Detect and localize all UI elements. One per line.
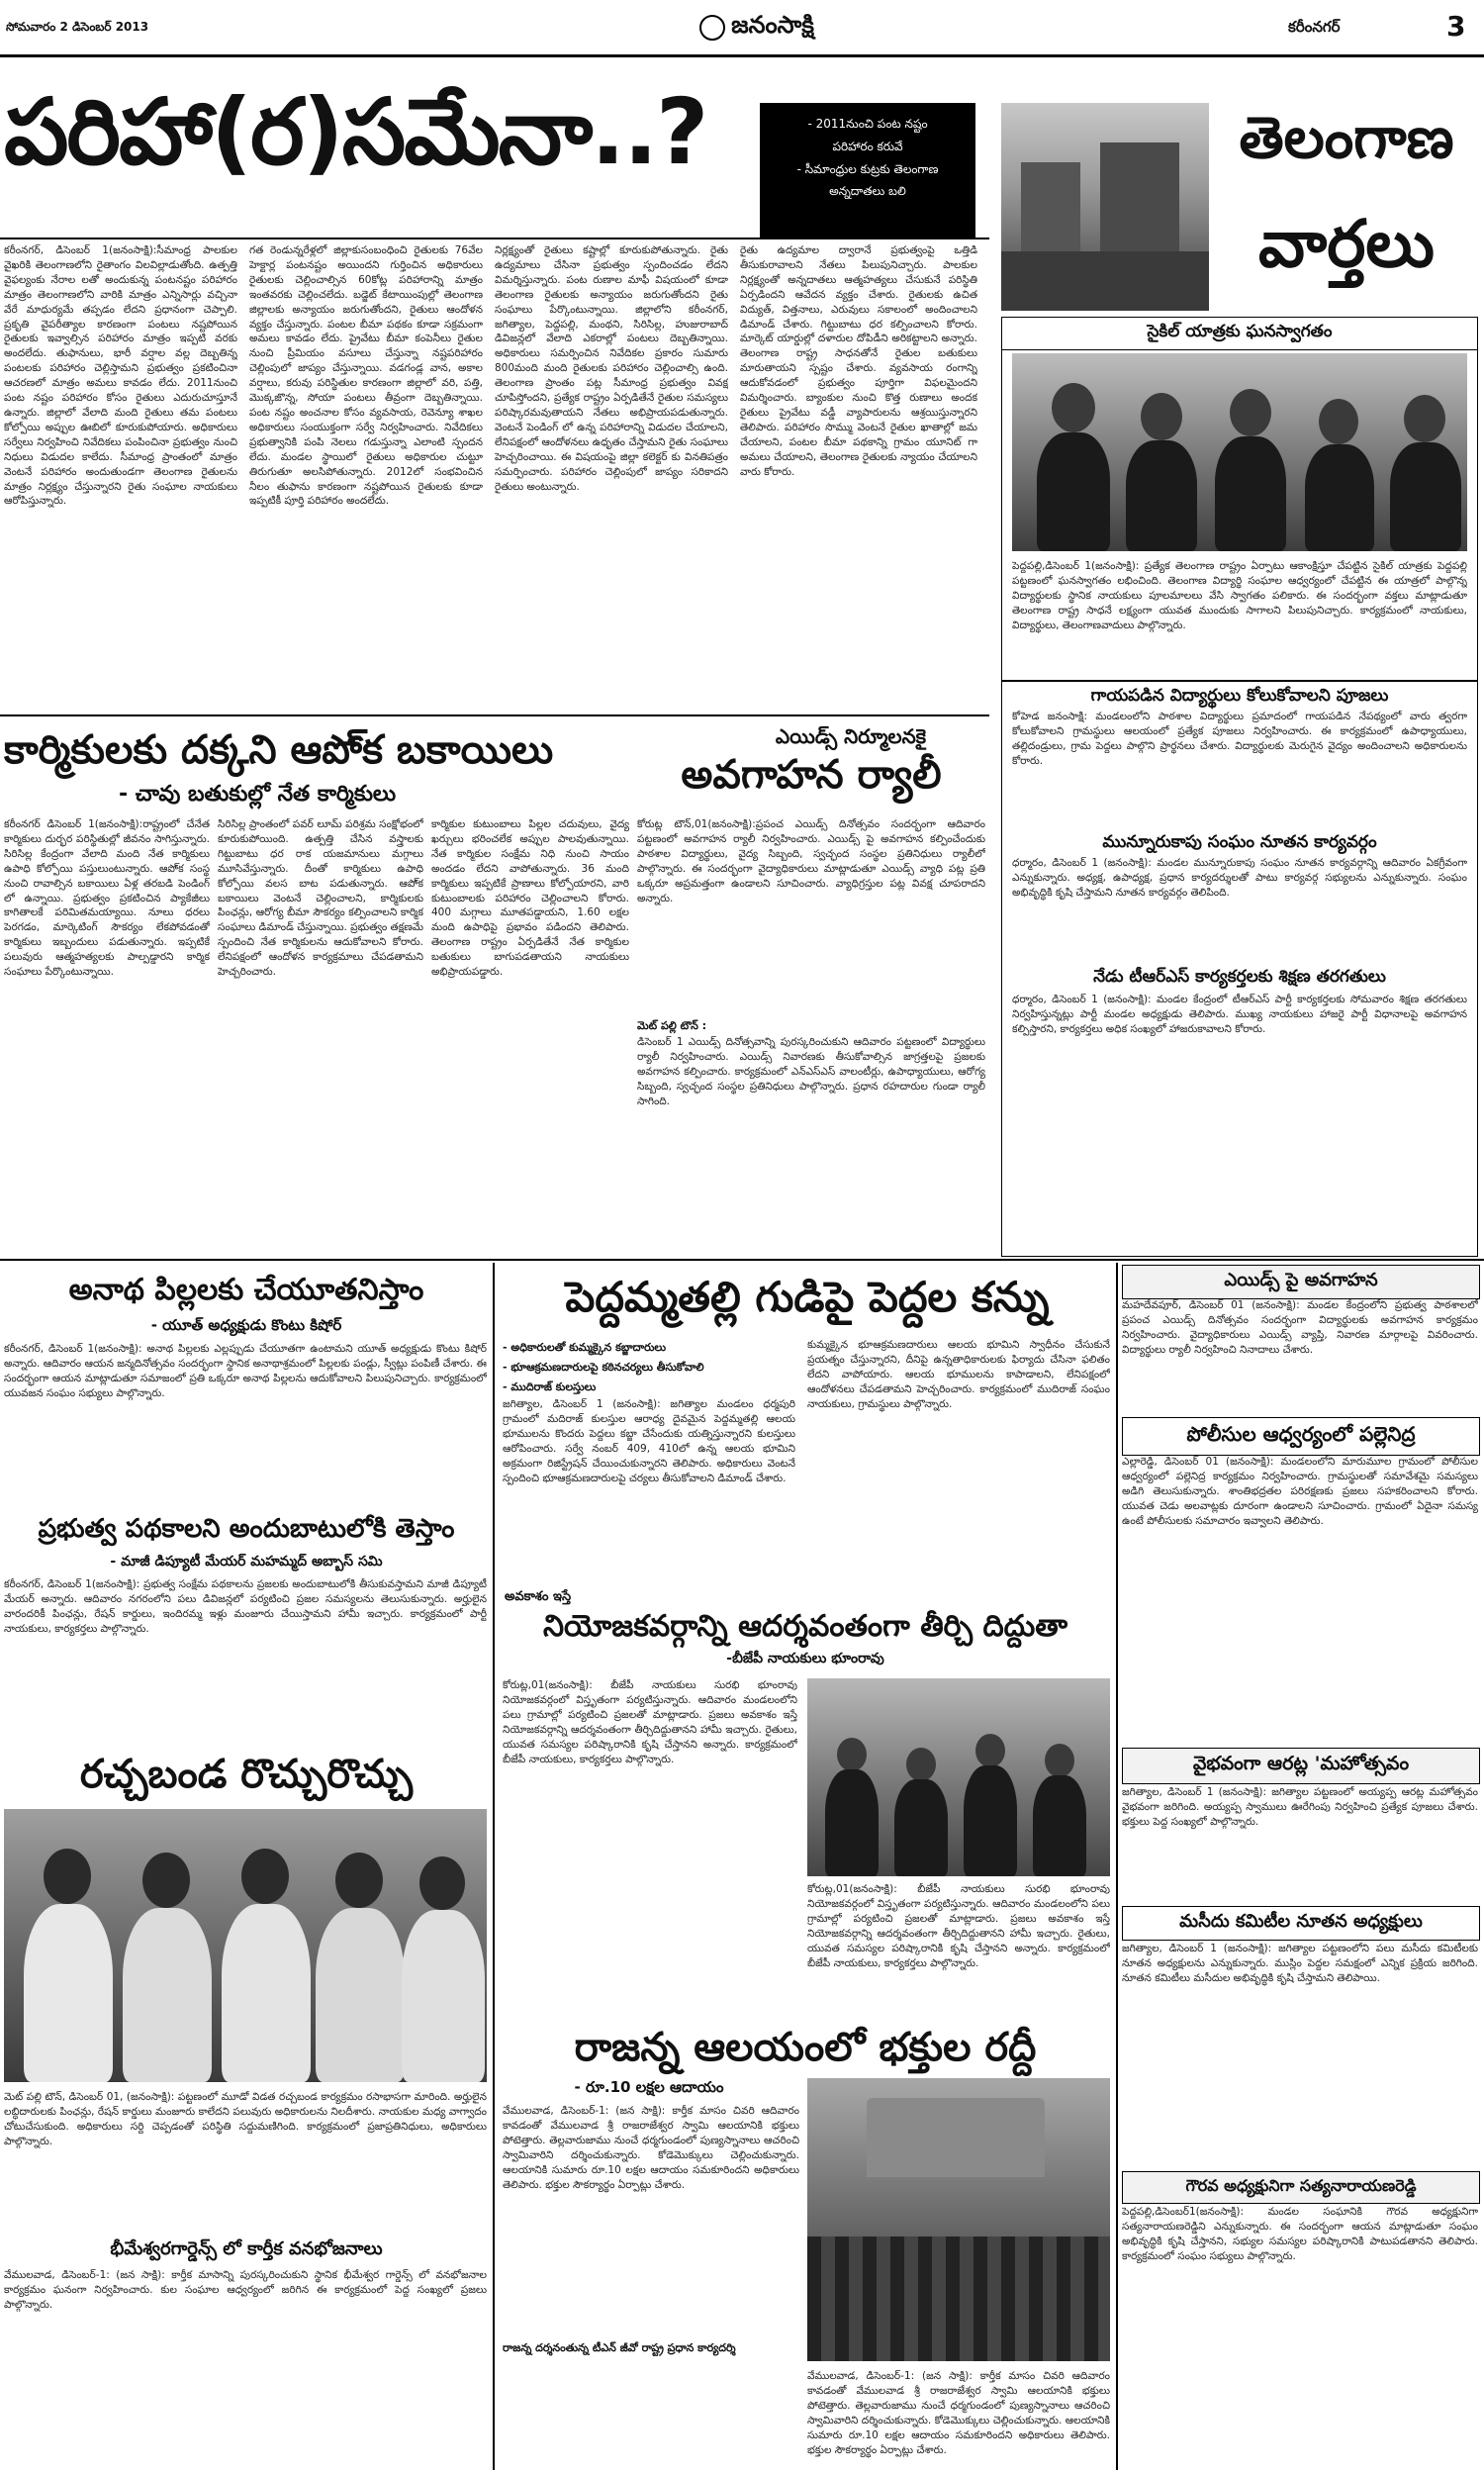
right-lower-column <box>1122 1265 1480 2470</box>
orphans-headline: అనాథ పిల్లలకు చేయూతనిస్తాం <box>68 1273 424 1307</box>
constituency-subhead: -బీజేపీ నాయకులు భూంరావు <box>726 1651 884 1666</box>
peddamma-headline: పెద్దమ్మతల్లి గుడిపై పెద్దల కన్ను <box>565 1273 1050 1321</box>
col-divider-right <box>1116 1263 1118 2470</box>
munnuru-kapu-title: మున్నూరుకాపు సంఘం నూతన కార్యవర్గం <box>1102 832 1377 852</box>
aids-rally-kicker: ఎయిడ్స్ నిర్మూలనకై <box>775 724 927 748</box>
mosque-title: మసీదు కమిటీల నూతన అధ్యక్షులు <box>1122 1906 1480 1941</box>
bhimeshwara-headline: భీమేశ్వరగార్డెన్స్ లో కార్తీక వనభోజనాలు <box>110 2238 383 2259</box>
fort-photo <box>1001 103 1209 311</box>
rajanna-temple-photo <box>807 2078 1110 2361</box>
bhimeshwara-text: వేములవాడ, డిసెంబర్-1: (జన సాక్షి): కార్తీక మాసాన్ని పురస్కరించుకుని స్థానిక భీమేశ్వర గార్డెన్స్ లో వనభోజనాల కార్యక్రమం ఘనంగా నిర్వహించారు. కుల సంఘాల ఆధ్వర్యంలో జరిగిన ఈ కార్యక్రమంలో పెద్ద సంఖ్యలో ప్రజలు పాల్గొన్నారు. <box>4 2269 487 2311</box>
students-puja-text: కోహెడ జనంసాక్షి: మండలంలోని పాఠశాల విద్యార్థులు ప్రమాదంలో గాయపడిన నేపథ్యంలో వారు త్వరగా కోలుకోవాలని గ్రామస్థులు ఆలయంలో ప్రత్యేక పూజలు నిర్వహించారు. ఈ కార్యక్రమంలో ఉపాధ్యాయులు, తల్లిదండ్రులు, గ్రామ పెద్దలు పాల్గొని ప్రార్థనలు చేశారు. విద్యార్థులకు మెరుగైన వైద్యం అందించాలని అధికారులను కోరారు. <box>1012 711 1467 767</box>
aids-rally-column-1: కోరుట్ల టౌన్,01(జనంసాక్షి):ప్రపంచ ఎయిడ్స్ దినోత్సవం సందర్భంగా ఆదివారం పట్టణంలో అవగాహన ర్యాలీ నిర్వహించారు. ఎయిడ్స్ పై అవగాహన కల్పించేందుకు పాఠశాల విద్యార్థులు, వైద్య సిబ్బంది, స్వచ్ఛంద సంస్థల ప్రతినిధులు ర్యాలీలో పాల్గొన్నారు. ఈ సందర్భంగా వైద్యాధికారులు మాట్లాడుతూ ఎయిడ్స్ వ్యాధి పట్ల ప్రతి ఒక్కరూ అప్రమత్తంగా ఉండాలని సూచించారు. వ్యాధిగ్రస్తుల పట్ల వివక్ష చూపరాదని అన్నారు. <box>637 818 985 904</box>
cycle-yatra-title: సైకిల్ యాత్రకు ఘనస్వాగతం <box>1002 318 1477 350</box>
peddamma-column-2: కుమ్మక్కైన భూఆక్రమణదారులు ఆలయ భూమిని స్వాధీనం చేసుకునే ప్రయత్నం చేస్తున్నారని, దీనిపై ఉన్నతాధికారులకు ఫిర్యాదు చేసినా ఫలితం లేదని వాపోయారు. ఆలయ భూములను కాపాడాలని, లేనిపక్షంలో ఆందోళనలు చేపడతామని హెచ్చరించారు. కార్యక్రమంలో ముదిరాజ్ సంఘం నాయకులు, గ్రామస్థులు పాల్గొన్నారు. <box>807 1339 1110 1410</box>
issue-date: సోమవారం 2 డిసెంబర్ 2013 <box>6 20 149 34</box>
aids-awareness-title: ఎయిడ్స్ పై అవగాహన <box>1122 1265 1480 1299</box>
rachabanda-text: మెట్ పల్లి టౌన్, డిసెంబర్ 01, (జనంసాక్షి): పట్టణంలో మూడో విడత రచ్చబండ కార్యక్రమం రసాభాసగా మారింది. అర్హులైన లబ్ధిదారులకు పింఛన్లు, రేషన్ కార్డులు మంజూరు కాలేదని పలువురు అధికారులను నిలదీశారు. నాయకుల మధ్య వాగ్వాదం చోటుచేసుకుంది. అధికారులు సర్ది చెప్పడంతో పరిస్థితి సద్దుమణిగింది. కార్యక్రమంలో ప్రజాప్రతినిధులు, అధికారులు పాల్గొన్నారు. <box>4 2091 487 2147</box>
page-number: 3 <box>1446 10 1466 43</box>
aids-rally-headline: అవగాహన ర్యాలీ <box>681 752 942 798</box>
workers-column-3: కార్మికుల కుటుంబాలు పిల్లల చదువులు, వైద్య ఖర్చులు భరించలేక అప్పుల పాలవుతున్నాయి. నేత కార్మికుల సంక్షేమ నిధి నుంచి సాయం అందడం లేదని వాపోతున్నారు. 36 మంది కార్మికులు ఇప్పటికే ప్రాణాలు కోల్పోయారని, వారి కుటుంబాలకు పరిహారం చెల్లించాలని కోరారు. 400 మగ్గాలు మూతపడ్డాయని, 1.60 లక్షల మంది ఉపాధిపై ప్రభావం పడిందని తెలిపారు. తెలంగాణ రాష్ట్రం ఏర్పడితేనే నేత కార్మికుల బతుకులు బాగుపడతాయని నాయకులు అభిప్రాయపడ్డారు. <box>431 818 629 979</box>
constituency-text: కోరుట్ల,01(జనంసాక్షి): బీజేపీ నాయకులు సురభి భూంరావు నియోజకవర్గంలో విస్తృతంగా పర్యటిస్తున్నారు. ఆదివారం మండలంలోని పలు గ్రామాల్లో పర్యటించి ప్రజలతో మాట్లాడారు. ప్రజలు అవకాశం ఇస్తే నియోజకవర్గాన్ని ఆదర్శవంతంగా తీర్చిదిద్దుతానని హామీ ఇచ్చారు. రైతులు, యువత సమస్యల పరిష్కారానికి కృషి చేస్తానని అన్నారు. కార్యక్రమంలో బీజేపీ నాయకులు, కార్యకర్తలు పాల్గొన్నారు. <box>503 1679 797 1765</box>
govt-schemes-subhead: - మాజీ డిప్యూటీ మేయర్ మహమ్మద్ అబ్బాస్ సమి <box>110 1554 383 1570</box>
constituency-text-2: కోరుట్ల,01(జనంసాక్షి): బీజేపీ నాయకులు సురభి భూంరావు నియోజకవర్గంలో విస్తృతంగా పర్యటిస్తున్నారు. ఆదివారం మండలంలోని పలు గ్రామాల్లో పర్యటించి ప్రజలతో మాట్లాడారు. ప్రజలు అవకాశం ఇస్తే నియోజకవర్గాన్ని ఆదర్శవంతంగా తీర్చిదిద్దుతానని హామీ ఇచ్చారు. రైతులు, యువత సమస్యల పరిష్కారానికి కృషి చేస్తానని అన్నారు. కార్యక్రమంలో బీజేపీ నాయకులు, కార్యకర్తలు పాల్గొన్నారు. <box>807 1883 1110 1969</box>
peddamma-bullet: - భూఆక్రమణదారులపై కఠినచర్యలు తీసుకోవాలి <box>503 1360 704 1374</box>
festival-title: వైభవంగా ఆరట్ల 'మహోత్సవం <box>1122 1748 1480 1784</box>
col-divider-left <box>493 1263 495 2470</box>
rajanna-text: వేములవాడ, డిసెంబర్-1: (జన సాక్షి): కార్తీక మాసం చివరి ఆదివారం కావడంతో వేములవాడ శ్రీ రాజరాజేశ్వర స్వామి ఆలయానికి భక్తులు పోటెత్తారు. తెల్లవారుజాము నుంచే ధర్మగుండంలో పుణ్యస్నానాలు ఆచరించి స్వామివారిని దర్శించుకున్నారు. కోడెమొక్కులు చెల్లించుకున్నారు. ఆలయానికి సుమారు రూ.10 లక్షల ఆదాయం సమకూరిందని అధికారులు తెలిపారు. భక్తుల సౌకర్యార్థం ఏర్పాట్లు చేశారు. <box>503 2105 799 2191</box>
munnuru-kapu-text: ధర్మారం, డిసెంబర్ 1 (జనంసాక్షి): మండల మున్నూరుకాపు సంఘం నూతన కార్యవర్గాన్ని ఆదివారం ఏకగ్రీవంగా ఎన్నుకున్నారు. అధ్యక్ష, ఉపాధ్యక్ష, ప్రధాన కార్యదర్శులతో పాటు కార్యవర్గ సభ్యులను ఎన్నుకున్నారు. సంఘం అభివృద్ధికి కృషి చేస్తామని నూతన కార్యవర్గం తెలిపింది. <box>1012 857 1467 899</box>
metpally-label: మెట్ పల్లి టౌన్ : <box>637 1019 707 1032</box>
lead-divider <box>0 238 989 239</box>
lead-column-1: కరీంనగర్, డిసెంబర్ 1(జనంసాక్షి):సీమాంధ్ర పాలకుల వైఖరికి తెలంగాణలోని రైతాంగం విలవిల్లాడుతోంది. ఉత్పత్తి వైఫల్యంకు నేరాల లతో అందుకున్న పంటనష్టం పరిహారం మాత్రం తెలంగాణలోని వారికి మాత్రం ఎన్నిసార్లు వచ్చినా వేరే మాధుర్యమే తప్పడం లేదని ప్రధానంగా చెప్పాలి. ప్రకృతి వైపరీత్యాల కారణంగా పంటలు నష్టపోయిన రైతులకు ఇవ్వాల్సిన పరిహారం మాత్రం ఇప్పటి వరకు అందలేదు. తుఫానులు, భారీ వర్షాల వల్ల దెబ్బతిన్న పంటలకు పరిహారం చెల్లిస్తామని ప్రభుత్వం ప్రకటించినా ఆచరణలో మాత్రం అమలు కావడం లేదు. 2011నుంచి పంట నష్టం పరిహారం కోసం రైతులు ఎదురుచూస్తూనే ఉన్నారు. జిల్లాలో వేలాది మంది రైతులు తమ పంటలు కోల్పోయి అప్పుల ఊబిలో కూరుకుపోయారు. అధికారులు సర్వేలు నిర్వహించి నివేదికలు పంపించినా ప్రభుత్వం నుంచి నిధులు విడుదల కాలేదు. సీమాంధ్ర ప్రాంతంలో మాత్రం వెంటనే పరిహారం అందుతుండగా తెలంగాణ రైతులను మాత్రం నిర్లక్ష్యం చేస్తున్నారని రైతు సంఘాల నాయకులు ఆరోపిస్తున్నారు. <box>4 244 237 508</box>
telangana-news-banner <box>1001 103 1476 311</box>
peddamma-column-1: జగిత్యాల, డిసెంబర్ 1 (జనంసాక్షి): జగిత్యాల మండలం ధర్మపురి గ్రామంలో మదిరాజ్ కులస్తుల ఆరాధ్య దైవమైన పెద్దమ్మతల్లి ఆలయ భూములను కొందరు పెద్దలు కబ్జా చేసేందుకు యత్నిస్తున్నారని కులస్తులు ఆరోపించారు. సర్వే నంబర్ 409, 410లో ఉన్న ఆలయ భూమిని అక్రమంగా రిజిస్ట్రేషన్ చేయించుకున్నారని తెలిపారు. అధికారులు వెంటనే స్పందించి భూఆక్రమణదారులపై చర్యలు తీసుకోవాలని డిమాండ్ చేశారు. <box>503 1398 795 1484</box>
workers-column-2: సిరిసిల్ల ప్రాంతంలో పవర్ లూమ్ పరిశ్రమ సంక్షోభంలో కూరుకుపోయింది. ఉత్పత్తి చేసిన వస్త్రాలకు గిట్టుబాటు ధర రాక యజమానులు మగ్గాలు మూసివేస్తున్నారు. దీంతో కార్మికులు ఉపాధి కోల్పోయి వలస బాట పడుతున్నారు. ఆపో్క బకాయిలు వెంటనే చెల్లించాలని, కార్మికులకు పింఛన్లు, ఆరోగ్య బీమా సౌకర్యం కల్పించాలని కార్మిక సంఘాలు డిమాండ్ చేస్తున్నాయి. ప్రభుత్వం తక్షణమే స్పందించి నేత కార్మికులను ఆదుకోవాలని కోరారు. లేనిపక్షంలో ఆందోళన కార్యక్రమాలు చేపడతామని హెచ్చరించారు. <box>218 818 423 979</box>
masthead <box>0 0 1484 57</box>
festival-text: జగిత్యాల, డిసెంబర్ 1 (జనంసాక్షి): జగిత్యాల పట్టణంలో అయ్యప్ప ఆరట్ల మహోత్సవం వైభవంగా జరిగింది. అయ్యప్ప స్వాములు ఊరేగింపు నిర్వహించి ప్రత్యేక పూజలు చేశారు. భక్తులు పెద్ద సంఖ్యలో పాల్గొన్నారు. <box>1122 1786 1478 1828</box>
logo-icon <box>699 15 725 41</box>
rajanna-text-2: వేములవాడ, డిసెంబర్-1: (జన సాక్షి): కార్తీక మాసం చివరి ఆదివారం కావడంతో వేములవాడ శ్రీ రాజరాజేశ్వర స్వామి ఆలయానికి భక్తులు పోటెత్తారు. తెల్లవారుజాము నుంచే ధర్మగుండంలో పుణ్యస్నానాలు ఆచరించి స్వామివారిని దర్శించుకున్నారు. కోడెమొక్కులు చెల్లించుకున్నారు. ఆలయానికి సుమారు రూ.10 లక్షల ఆదాయం సమకూరిందని అధికారులు తెలిపారు. భక్తుల సౌకర్యార్థం ఏర్పాట్లు చేశారు. <box>807 2370 1110 2456</box>
constituency-kicker: అవకాశం ఇస్తే <box>505 1589 572 1604</box>
workers-headline: కార్మికులకు దక్కని ఆపో్క బకాయిలు <box>4 727 554 773</box>
edition-name: కరీంనగర్ <box>1288 18 1341 36</box>
lead-column-2: గత రెండున్నరేళ్లలో జిల్లాకుసంబంధించి రైతులకు 76వేల హెక్టార్ల పంటనష్టం అయిందని గుర్తించిన అధికారులు రైతులకు చెల్లించాల్సిన 60కోట్ల పరిహారాన్ని మాత్రం ఇంతవరకు చెల్లించలేదు. బడ్జెట్ కేటాయింపుల్లో తెలంగాణ జిల్లాలకు అన్యాయం జరుగుతోందని, రైతులు ఆందోళన వ్యక్తం చేస్తున్నారు. పంటల బీమా పథకం కూడా సక్రమంగా అమలు కావడం లేదు. ప్రైవేటు బీమా కంపెనీలు రైతుల నుంచి ప్రీమియం వసూలు చేస్తున్నా నష్టపరిహారం చెల్లింపులో జాప్యం చేస్తున్నాయి. వడగండ్ల వాన, అకాల వర్షాలు, కరువు పరిస్థితుల కారణంగా జిల్లాలో వరి, పత్తి, మొక్కజొన్న, సోయా పంటలు తీవ్రంగా దెబ్బతిన్నాయి. పంట నష్టం అంచనాల కోసం వ్యవసాయ, రెవెన్యూ శాఖల అధికారులు సంయుక్తంగా సర్వే నిర్వహించారు. నివేదికలు ప్రభుత్వానికి పంపి నెలలు గడుస్తున్నా ఎలాంటి స్పందన లేదు. మండల స్థాయిలో రైతులు అధికారుల చుట్టూ తిరుగుతూ అలసిపోతున్నారు. 2012లో సంభవించిన నీలం తుఫాను కారణంగా నష్టపోయిన రైతులకు కూడా ఇప్పటికీ పూర్తి పరిహారం అందలేదు. <box>249 244 483 508</box>
aids-rally-column-2: డిసెంబర్ 1 ఎయిడ్స్ దినోత్సవాన్ని పురస్కరించుకుని ఆదివారం పట్టణంలో విద్యార్థులు ర్యాలీ నిర్వహించారు. ఎయిడ్స్ నివారణకు తీసుకోవాల్సిన జాగ్రత్తలపై ప్రజలకు అవగాహన కల్పించారు. కార్యక్రమంలో ఎన్ఎస్ఎస్ వాలంటీర్లు, ఉపాధ్యాయులు, ఆరోగ్య సిబ్బంది, స్వచ్ఛంద సంస్థల ప్రతినిధులు పాల్గొన్నారు. ప్రధాన రహదారుల గుండా ర్యాలీ సాగింది. <box>637 1036 985 1107</box>
orphans-subhead: - యూత్ అధ్యక్షుడు కొంటు కిషోర్ <box>150 1316 342 1334</box>
telangana-title: తెలంగాణ <box>1239 104 1454 171</box>
peddamma-bullets <box>503 1338 780 1396</box>
rajanna-subhead: - రూ.10 లక్షల ఆదాయం <box>574 2078 724 2096</box>
workers-top-rule <box>0 714 989 716</box>
masthead-logo <box>653 8 861 48</box>
lead-bullet: - సీమాంధ్రుల కుట్రకు తెలంగాణ <box>796 161 939 176</box>
lead-headline: పరిహా(ర)సమేనా..? <box>4 79 707 185</box>
students-puja-title: గాయపడిన విద్యార్థులు కోలుకోవాలని పూజలు <box>1090 686 1389 706</box>
orphans-box <box>4 1265 489 2470</box>
mid-divider <box>0 1259 1484 1261</box>
lead-column-3: నిర్లక్ష్యంతో రైతులు కష్టాల్లో కూరుకుపోతున్నారు. రైతు ఉద్యమాలు చేసినా ప్రభుత్వం స్పందించడం లేదని విమర్శిస్తున్నారు. పంట రుణాల మాఫీ విషయంలో కూడా తెలంగాణ రైతులకు అన్యాయం జరుగుతోందని రైతు సంఘాలు పేర్కొంటున్నాయి. జిల్లాలోని కరీంనగర్, జగిత్యాల, పెద్దపల్లి, మంథని, సిరిసిల్ల, హుజురాబాద్ డివిజన్లలో వేలాది ఎకరాల్లో పంటలు దెబ్బతిన్నాయి. అధికారులు సమర్పించిన నివేదికల ప్రకారం సుమారు 800మంది మంది రైతులకు పరిహారం చెల్లించాల్సి ఉంది. తెలంగాణ ప్రాంతం పట్ల సీమాంధ్ర ప్రభుత్వం వివక్ష చూపిస్తోందని, ప్రత్యేక రాష్ట్రం ఏర్పడితేనే రైతుల సమస్యలు పరిష్కారమవుతాయని నేతలు అభిప్రాయపడుతున్నారు. వెంటనే పెండింగ్ లో ఉన్న పరిహారాన్ని విడుదల చేయాలని, లేనిపక్షంలో ఆందోళనలు ఉధృతం చేస్తామని రైతు సంఘాలు హెచ్చరించాయి. ఈ విషయంపై జిల్లా కలెక్టర్ కు వినతిపత్రం సమర్పించారు. పరిహారం చెల్లింపులో జాప్యం సరికాదని రైతులు అంటున్నారు. <box>495 244 728 493</box>
rajanna-headline: రాజన్న ఆలయంలో భక్తుల రద్దీ <box>574 2025 1037 2070</box>
header-rule <box>0 54 1484 57</box>
cycle-photo <box>1012 353 1467 551</box>
workers-subhead: - చావు బతుకుల్లో నేత కార్మికులు <box>119 782 397 807</box>
constituency-headline: నియోజకవర్గాన్ని ఆదర్శవంతంగా తీర్చి దిద్దుతా <box>543 1609 1067 1644</box>
lead-bullets <box>760 103 975 238</box>
rachabanda-headline: రచ్చబండ రొచ్చురొచ్చు <box>79 1752 414 1797</box>
workers-column-1: కరీంనగర్ డిసెంబర్ 1(జనంసాక్షి):రాష్ట్రంలో చేనేత కార్మికులు దుర్భర పరిస్థితుల్లో జీవనం సాగిస్తున్నారు. సిరిసిల్ల కేంద్రంగా వేలాది మంది నేత కార్మికులు ఉపాధి కోల్పోయి పస్తులుంటున్నారు. ఆపో్క సంస్థ నుంచి రావాల్సిన బకాయిలు ఏళ్ల తరబడి పెండింగ్ లో ఉన్నాయి. ప్రభుత్వం ప్రకటించిన ప్యాకేజీలు కాగితాలకే పరిమితమయ్యాయి. నూలు ధరలు పెరగడం, మార్కెటింగ్ సౌకర్యం లేకపోవడంతో కార్మికులు ఇబ్బందులు పడుతున్నారు. ఇప్పటికే పలువురు ఆత్మహత్యలకు పాల్పడ్డారని కార్మిక సంఘాలు పేర్కొంటున్నాయి. <box>4 818 210 979</box>
peddamma-bullet: - అధికారులతో కుమ్మక్కైన కబ్జాదారులు <box>503 1341 667 1354</box>
cycle-yatra-text: పెద్దపల్లి,డిసెంబర్ 1(జనంసాక్షి): ప్రత్యేక తెలంగాణ రాష్ట్రం ఏర్పాటు ఆకాంక్షిస్తూ చేపట్టిన సైకిల్ యాత్రకు పెద్దపల్లి పట్టణంలో ఘనస్వాగతం లభించింది. తెలంగాణ విద్యార్థి సంఘాల ఆధ్వర్యంలో చేపట్టిన ఈ యాత్రలో పాల్గొన్న విద్యార్థులకు స్థానిక నాయకులు పూలమాలలు వేసి స్వాగతం పలికారు. ఈ సందర్భంగా వక్తలు మాట్లాడుతూ తెలంగాణ రాష్ట్ర సాధనే లక్ష్యంగా యువత ముందుకు సాగాలని పిలుపునిచ్చారు. కార్యక్రమంలో నాయకులు, విద్యార్థులు, తెలంగాణవాదులు పాల్గొన్నారు. <box>1012 560 1467 631</box>
orphans-text: కరీంనగర్, డిసెంబర్ 1(జనంసాక్షి): అనాథ పిల్లలకు ఎల్లప్పుడు చేయూతగా ఉంటామని యూత్ అధ్యక్షుడు కొంటు కిషోర్ అన్నారు. ఆదివారం ఆయన జన్మదినోత్సవం సందర్భంగా స్థానిక అనాథాశ్రమంలో పిల్లలకు పండ్లు, స్వీట్లు పంపిణీ చేశారు. ఈ సందర్భంగా ఆయన మాట్లాడుతూ సమాజంలో ప్రతి ఒక్కరూ అనాథ పిల్లలను ఆదుకోవాలని పిలుపునిచ్చారు. కార్యక్రమంలో యువజన సంఘం సభ్యులు పాల్గొన్నారు. <box>4 1343 487 1399</box>
police-text: ఎల్లారెడ్డి, డిసెంబర్ 01 (జనంసాక్షి): మండలంలోని మారుమూల గ్రామంలో పోలీసుల ఆధ్వర్యంలో పల్లెనిద్ర కార్యక్రమం నిర్వహించారు. గ్రామస్థులతో సమావేశమై సమస్యలు అడిగి తెలుసుకున్నారు. శాంతిభద్రతల పరిరక్షణకు ప్రజలు సహకరించాలని కోరారు. యువత చెడు అలవాట్లకు దూరంగా ఉండాలని సూచించారు. గ్రామంలో ఏదైనా సమస్య ఉంటే పోలీసులకు సమాచారం ఇవ్వాలని తెలిపారు. <box>1122 1456 1478 1527</box>
mosque-text: జగిత్యాల, డిసెంబర్ 1 (జనంసాక్షి): జగిత్యాల పట్టణంలోని పలు మసీదు కమిటీలకు నూతన అధ్యక్షులను ఎన్నుకున్నారు. ముస్లిం పెద్దల సమక్షంలో ఎన్నిక ప్రక్రియ జరిగింది. నూతన కమిటీలు మసీదుల అభివృద్ధికి కృషి చేస్తామని తెలిపాయి. <box>1122 1943 1478 1984</box>
lead-bullet: - 2011నుంచి పంట నష్టం <box>807 117 928 131</box>
constituency-photo <box>807 1678 1110 1876</box>
rajanna-caption: రాజన్న దర్శనంతున్న టీఎన్ జీవో రాష్ట్ర ప్రధాన కార్యదర్శి <box>503 2341 736 2354</box>
police-title: పోలీసుల ఆధ్వర్యంలో పల్లెనిద్ర <box>1122 1417 1480 1456</box>
rachabanda-photo <box>4 1809 487 2082</box>
aids-awareness-text: మహదేవపూర్, డిసెంబర్ 01 (జనంసాక్షి): మండల కేంద్రంలోని ప్రభుత్వ పాఠశాలలో ప్రపంచ ఎయిడ్స్ దినోత్సవం సందర్భంగా విద్యార్థులకు అవగాహన కార్యక్రమం నిర్వహించారు. వైద్యాధికారులు ఎయిడ్స్ వ్యాప్తి, నివారణ మార్గాలపై వివరించారు. విద్యార్థులు ర్యాలీ నిర్వహించి నినాదాలు చేశారు. <box>1122 1299 1478 1356</box>
news-title: వార్తలు <box>1258 206 1435 282</box>
lead-bullet: పరిహారం కరువే <box>832 139 903 153</box>
trs-training-text: ధర్మారం, డిసెంబర్ 1 (జనంసాక్షి): మండల కేంద్రంలో టీఆర్ఎస్ పార్టీ కార్యకర్తలకు సోమవారం శిక్షణ తరగతులు నిర్వహిస్తున్నట్లు పార్టీ మండల అధ్యక్షుడు తెలిపారు. ముఖ్య నాయకులు హాజరై పార్టీ విధానాలపై అవగాహన కల్పిస్తారని, కార్యకర్తలు అధిక సంఖ్యలో హాజరుకావాలని కోరారు. <box>1012 994 1467 1035</box>
trs-training-title: నేడు టీఆర్ఎస్ కార్యకర్తలకు శిక్షణ తరగతులు <box>1093 967 1386 987</box>
lead-column-4: రైతు ఉద్యమాల ద్వారానే ప్రభుత్వంపై ఒత్తిడి తీసుకురావాలని నేతలు పిలుపునిచ్చారు. పాలకుల నిర్లక్ష్యంతో అన్నదాతలు ఆత్మహత్యలు చేసుకునే పరిస్థితి ఏర్పడిందని ఆవేదన వ్యక్తం చేశారు. రైతులకు ఉచిత విద్యుత్, విత్తనాలు, ఎరువులు సకాలంలో అందించాలని డిమాండ్ చేశారు. గిట్టుబాటు ధర కల్పించాలని కోరారు. మార్కెట్ యార్డుల్లో దళారుల దోపిడీని అరికట్టాలని అన్నారు. తెలంగాణ రాష్ట్ర సాధనతోనే రైతుల బతుకులు మారుతాయని స్పష్టం చేశారు. వ్యవసాయ రంగాన్ని ఆదుకోవడంలో ప్రభుత్వం పూర్తిగా విఫలమైందని విమర్శించారు. బ్యాంకుల నుంచి కొత్త రుణాలు అందక రైతులు ప్రైవేటు వడ్డీ వ్యాపారులను ఆశ్రయిస్తున్నారని తెలిపారు. పరిహారం సొమ్ము వెంటనే రైతుల ఖాతాల్లో జమ చేయాలని, పంటల బీమా పథకాన్ని గ్రామం యూనిట్ గా అమలు చేయాలని, తెలంగాణ రైతులకు న్యాయం చేయాలని వారు కోరారు. <box>740 244 977 478</box>
honor-title: గౌరవ అధ్యక్షునిగా సత్యనారాయణరెడ్డి <box>1122 2171 1480 2204</box>
govt-schemes-text: కరీంనగర్, డిసెంబర్ 1(జనంసాక్షి): ప్రభుత్వ సంక్షేమ పథకాలను ప్రజలకు అందుబాటులోకి తీసుకువస్తామని మాజీ డిప్యూటీ మేయర్ అన్నారు. ఆదివారం నగరంలోని పలు డివిజన్లలో పర్యటించి ప్రజల సమస్యలను తెలుసుకున్నారు. అర్హులైన వారందరికీ పింఛన్లు, రేషన్ కార్డులు, ఇందిరమ్మ ఇళ్లు మంజూరు చేయిస్తామని హామీ ఇచ్చారు. కార్యక్రమంలో పార్టీ నాయకులు, కార్యకర్తలు పాల్గొన్నారు. <box>4 1578 487 1635</box>
govt-schemes-headline: ప్రభుత్వ పథకాలని అందుబాటులోకి తెస్తాం <box>38 1514 455 1544</box>
right-news-box <box>1001 317 1478 1257</box>
logo-text: జనంసాక్షి <box>731 11 814 39</box>
peddamma-bullet: - ముదిరాజ్ కులస్తులు <box>503 1380 597 1393</box>
honor-text: పెద్దపల్లి,డిసెంబర్1(జనంసాక్షి): మండల సంఘానికి గౌరవ అధ్యక్షునిగా సత్యనారాయణరెడ్డిని ఎన్నుకున్నారు. ఈ సందర్భంగా ఆయన మాట్లాడుతూ సంఘం అభివృద్ధికి కృషి చేస్తానని, సభ్యుల సమస్యల పరిష్కారానికి పాటుపడతానని తెలిపారు. కార్యక్రమంలో సంఘం సభ్యులు పాల్గొన్నారు. <box>1122 2206 1478 2262</box>
lead-bullet: అన్నదాతలు బలి <box>829 184 906 199</box>
